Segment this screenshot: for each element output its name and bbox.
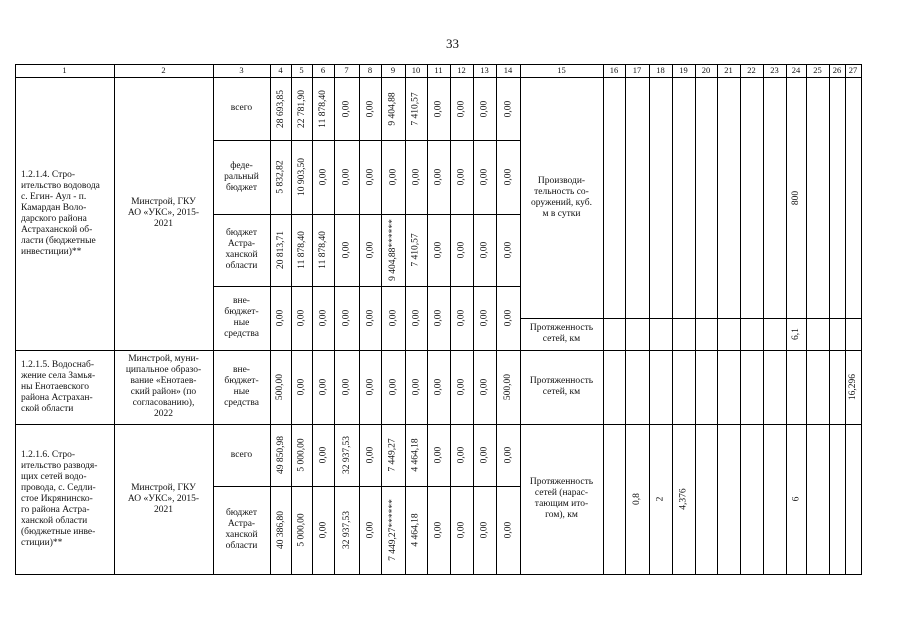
column-header-19: 19 — [679, 65, 688, 75]
row-1214-s0-c7-text: 0,00 — [341, 100, 352, 117]
row-1216-s1-c5 — [291, 486, 312, 574]
row-1215-executor: Минстрой, муни- ципальное образо- вание «Енотаев- ский район» (по согласованию), 2022 — [125, 354, 202, 419]
row-1215-c13 — [473, 350, 496, 424]
grid-line — [717, 64, 718, 575]
row-1215-c4 — [270, 350, 291, 424]
row-1216-s1-c8-text: 0,00 — [365, 521, 375, 539]
row-1216-source-1: бюджет Астра- ханской области — [225, 508, 258, 551]
row-1214-s1-c7 — [334, 140, 359, 214]
row-1215-c27 — [845, 350, 861, 424]
column-header-7: 7 — [344, 65, 349, 75]
row-1216-s0-c10-text: 4 464,18 — [411, 438, 421, 472]
row-1216-s0-c14-text: 0,00 — [503, 446, 513, 464]
row-1214-s3-c7 — [334, 286, 359, 350]
row-1214-s1-c8 — [359, 140, 381, 214]
row-1214-s3-c14-text: 0,00 — [503, 309, 513, 327]
row-1214-s2-c8-text: 0,00 — [365, 241, 375, 259]
row-1214-s3-c8-text: 0,00 — [365, 309, 375, 327]
row-1216-s0-c4-text: 49 850,98 — [275, 436, 286, 474]
row-1214-s3-c6-text: 0,00 — [318, 309, 328, 327]
row-1214-ind1-c24 — [786, 77, 806, 318]
row-1214-s0-c7 — [334, 77, 359, 140]
column-header-8: 8 — [367, 65, 373, 75]
column-header-5: 5 — [299, 65, 304, 75]
row-1214-s2-c10-text: 7 410,57 — [411, 233, 421, 267]
column-header-20: 20 — [701, 65, 711, 75]
row-1214-s0-c12 — [450, 77, 473, 140]
row-1216-c18 — [649, 424, 672, 574]
row-1214-s0-c8 — [359, 77, 381, 140]
row-1215-c13-text: 0,00 — [479, 378, 490, 396]
row-1216-s1-c11 — [427, 486, 450, 574]
row-1216-s0-c9-text: 7 449,27 — [388, 438, 398, 472]
grid-line — [829, 64, 830, 575]
row-1214-s1-c9 — [381, 140, 405, 214]
row-1214-s3-c10-text: 0,00 — [411, 309, 421, 327]
column-header-25: 25 — [813, 65, 822, 75]
row-1216-s1-c14 — [496, 486, 520, 574]
row-1214-s0-c12-text: 0,00 — [456, 100, 467, 117]
row-1216-s1-c6-text: 0,00 — [318, 521, 328, 539]
row-1216-s0-c4 — [270, 424, 291, 486]
column-header-4: 4 — [278, 65, 283, 75]
row-1214-s0-c14 — [496, 77, 520, 140]
row-1215-c14 — [496, 350, 520, 424]
row-1214-s2-c12-text: 0,00 — [456, 241, 467, 259]
row-1214-s1-c13-text: 0,00 — [479, 168, 490, 186]
row-1215-c8 — [359, 350, 381, 424]
row-1214-s2-c13 — [473, 214, 496, 286]
row-1214-source-1: феде- ральный бюджет — [224, 160, 259, 193]
row-1216-executor: Минстрой, ГКУ АО «УКС», 2015- 2021 — [127, 482, 200, 515]
row-1215-name: 1.2.1.5. Водоснаб- жение села Замья- ны Енотаевского района Астрахан- ской области — [21, 359, 96, 414]
row-1214-s1-c10-text: 0,00 — [411, 168, 421, 186]
row-1216-s0-c7-text: 32 937,53 — [341, 436, 352, 474]
row-1215-c9 — [381, 350, 405, 424]
row-1214-s2-c14 — [496, 214, 520, 286]
row-1214-s2-c9 — [381, 214, 405, 286]
row-1214-s0-c9 — [381, 77, 405, 140]
row-1216-c19 — [672, 424, 695, 574]
grid-line — [695, 64, 696, 575]
row-1214-s1-c9-text: 0,00 — [388, 168, 398, 186]
row-1214-s0-c14-text: 0,00 — [503, 100, 513, 117]
row-1214-executor: Минстрой, ГКУ АО «УКС», 2015- 2021 — [127, 197, 200, 229]
row-1215-c5-text: 0,00 — [296, 378, 307, 396]
row-1216-s0-c13-text: 0,00 — [479, 446, 490, 464]
row-1216-s0-c9 — [381, 424, 405, 486]
row-1214-s1-c6 — [312, 140, 334, 214]
grid-line — [740, 64, 741, 575]
column-header-3: 3 — [239, 65, 244, 75]
row-1216-s0-c6-text: 0,00 — [318, 446, 328, 464]
row-1214-s1-c12 — [450, 140, 473, 214]
row-1216-s0-c5-text: 5 000,00 — [296, 438, 307, 472]
row-1216-s0-c13 — [473, 424, 496, 486]
row-1216-s0-c14 — [496, 424, 520, 486]
row-1214-s2-c4 — [270, 214, 291, 286]
row-1214-s3-c7-text: 0,00 — [341, 309, 352, 327]
row-1214-s1-c12-text: 0,00 — [456, 168, 467, 186]
row-1214-s1-c5 — [291, 140, 312, 214]
row-1214-s3-c8 — [359, 286, 381, 350]
row-1216-s0-c7 — [334, 424, 359, 486]
row-1214-s2-c4-text: 20 813,71 — [275, 231, 286, 269]
row-1214-s3-c13 — [473, 286, 496, 350]
row-1216-c17-text: 0,8 — [632, 493, 642, 505]
row-1214-indicator1: Производи- тельность со- оружений, куб. м в сутки — [531, 175, 592, 219]
row-1216-source-0: всего — [230, 449, 253, 460]
row-1215-c11 — [427, 350, 450, 424]
column-header-14: 14 — [503, 65, 513, 75]
row-1214-s2-c14-text: 0,00 — [503, 241, 513, 259]
column-header-21: 21 — [724, 65, 733, 75]
row-1214-s1-c11 — [427, 140, 450, 214]
row-1215-c11-text: 0,00 — [433, 378, 444, 396]
row-1216-s0-c11-text: 0,00 — [433, 446, 444, 464]
row-1216-s0-c11 — [427, 424, 450, 486]
row-1214-s2-c7 — [334, 214, 359, 286]
row-1215-c7 — [334, 350, 359, 424]
row-1216-s1-c10-text: 4 464,18 — [411, 513, 421, 547]
row-1214-s2-c12 — [450, 214, 473, 286]
row-1216-s1-c9-text: 7 449,27****** — [388, 499, 398, 561]
row-1216-c24 — [786, 424, 806, 574]
row-1214-s2-c5-text: 11 878,40 — [296, 231, 307, 269]
row-1215-c12 — [450, 350, 473, 424]
row-1214-s0-c5-text: 22 781,90 — [296, 89, 307, 128]
row-1216-s1-c13 — [473, 486, 496, 574]
grid-line — [603, 64, 604, 575]
row-1215-c12-text: 0,00 — [456, 378, 467, 396]
row-1214-indicator2: Протяженность сетей, км — [529, 323, 594, 344]
row-1214-s3-c13-text: 0,00 — [479, 309, 490, 327]
row-1214-s1-c5-text: 10 903,50 — [296, 158, 307, 196]
row-1216-s1-c6 — [312, 486, 334, 574]
column-header-13: 13 — [480, 65, 489, 75]
row-1216-s1-c12 — [450, 486, 473, 574]
row-1216-s0-c8 — [359, 424, 381, 486]
row-1214-s2-c9-text: 9 404,88****** — [388, 219, 398, 281]
row-1214-s2-c6-text: 11 878,40 — [318, 231, 328, 269]
row-1214-s3-c4 — [270, 286, 291, 350]
row-1216-s1-c11-text: 0,00 — [433, 521, 444, 539]
column-header-18: 18 — [656, 65, 665, 75]
column-header-22: 22 — [747, 65, 756, 75]
row-1215-c10-text: 0,00 — [411, 378, 421, 396]
row-1216-s0-c8-text: 0,00 — [365, 446, 375, 464]
row-1216-s1-c7-text: 32 937,53 — [341, 511, 352, 549]
page-number: 33 — [446, 36, 459, 51]
row-1214-s1-c4-text: 5 832,82 — [275, 160, 286, 194]
row-1214-s0-c10 — [405, 77, 427, 140]
row-1216-s0-c12 — [450, 424, 473, 486]
row-1214-s0-c8-text: 0,00 — [365, 100, 375, 117]
row-1216-s1-c10 — [405, 486, 427, 574]
row-1216-s0-c10 — [405, 424, 427, 486]
row-1214-source-2: бюджет Астра- ханской области — [225, 228, 258, 271]
grid-line — [861, 64, 862, 575]
row-1214-s3-c9 — [381, 286, 405, 350]
row-1215-c5 — [291, 350, 312, 424]
row-1216-c17 — [625, 424, 649, 574]
row-1214-s0-c10-text: 7 410,57 — [411, 91, 421, 126]
row-1214-s1-c11-text: 0,00 — [433, 168, 444, 186]
row-1214-s3-c4-text: 0,00 — [275, 309, 286, 327]
row-1216-s1-c14-text: 0,00 — [503, 521, 513, 539]
column-header-23: 23 — [770, 65, 779, 75]
row-1216-name: 1.2.1.6. Стро- ительство разводя- щих сетей водо- провода, с. Седли- стое Икрянинско- го района Астра- ханской области (бюджетные инве- стиции)** — [21, 449, 98, 548]
column-header-27: 27 — [848, 65, 858, 75]
row-1214-s2-c10 — [405, 214, 427, 286]
row-1214-s3-c6 — [312, 286, 334, 350]
row-1214-s2-c8 — [359, 214, 381, 286]
row-1214-s2-c7-text: 0,00 — [341, 241, 352, 259]
row-1214-s1-c13 — [473, 140, 496, 214]
row-1214-s3-c5 — [291, 286, 312, 350]
row-1214-s0-c13-text: 0,00 — [479, 100, 490, 117]
row-1214-s3-c9-text: 0,00 — [388, 309, 398, 327]
row-1215-c7-text: 0,00 — [341, 378, 352, 396]
row-1216-s1-c13-text: 0,00 — [479, 521, 490, 539]
row-1214-s0-c5 — [291, 77, 312, 140]
row-1215-indicator: Протяженность сетей, км — [529, 376, 594, 397]
row-1214-s0-c11 — [427, 77, 450, 140]
row-1214-s0-c6 — [312, 77, 334, 140]
row-1215-c4-text: 500,00 — [275, 373, 286, 401]
row-1214-s2-c5 — [291, 214, 312, 286]
column-header-17: 17 — [632, 65, 642, 75]
row-1216-s1-c4 — [270, 486, 291, 574]
row-1216-s1-c8 — [359, 486, 381, 574]
row-1214-ind2-c24 — [786, 318, 806, 350]
row-1214-s2-c13-text: 0,00 — [479, 241, 490, 259]
column-header-26: 26 — [832, 65, 842, 75]
row-1216-s0-c12-text: 0,00 — [456, 446, 467, 464]
row-1216-s0-c5 — [291, 424, 312, 486]
column-header-16: 16 — [609, 65, 619, 75]
grid-line — [213, 214, 521, 215]
row-1216-s1-c9 — [381, 486, 405, 574]
row-1214-ind1-c24-text: 800 — [791, 190, 801, 205]
row-1214-s0-c13 — [473, 77, 496, 140]
row-1214-source-0: всего — [230, 103, 253, 113]
row-1214-s0-c9-text: 9 404,88 — [388, 91, 398, 126]
row-1215-c6-text: 0,00 — [318, 378, 328, 396]
row-1214-s0-c4 — [270, 77, 291, 140]
row-1214-s0-c11-text: 0,00 — [433, 100, 444, 117]
row-1216-c19-text: 4,376 — [678, 488, 689, 510]
row-1214-s1-c8-text: 0,00 — [365, 168, 375, 186]
row-1215-c9-text: 0,00 — [388, 378, 398, 396]
row-1214-s2-c11 — [427, 214, 450, 286]
column-header-9: 9 — [390, 65, 396, 75]
row-1214-s3-c12 — [450, 286, 473, 350]
row-1215-c14-text: 500,00 — [503, 373, 513, 401]
grid-line — [806, 64, 807, 575]
row-1214-s3-c11 — [427, 286, 450, 350]
row-1214-s3-c14 — [496, 286, 520, 350]
row-1215-c6 — [312, 350, 334, 424]
row-1214-s1-c14-text: 0,00 — [503, 168, 513, 186]
row-1214-s3-c11-text: 0,00 — [433, 309, 444, 327]
row-1214-s3-c5-text: 0,00 — [296, 309, 307, 327]
row-1216-indicator: Протяженность сетей (нарас- тающим ито- гом), км — [529, 477, 594, 520]
row-1214-name: 1.2.1.4. Стро- ительство водовода с. Егин- Аул - п. Камардан Воло- дарского района Астраханской об- ласти (бюджетные инвестиции)** — [21, 169, 100, 257]
row-1215-source: вне- бюджет- ные средства — [224, 365, 259, 408]
row-1215-c8-text: 0,00 — [365, 378, 375, 396]
row-1215-c27-text: 16,296 — [848, 373, 858, 401]
column-header-24: 24 — [791, 65, 801, 75]
row-1215-c10 — [405, 350, 427, 424]
column-header-2: 2 — [161, 65, 166, 75]
row-1214-s1-c14 — [496, 140, 520, 214]
row-1216-s0-c6 — [312, 424, 334, 486]
row-1216-s1-c4-text: 40 386,80 — [275, 511, 286, 549]
column-header-11: 11 — [434, 65, 443, 75]
column-header-6: 6 — [320, 65, 326, 75]
row-1214-ind2-c24-text: 6,1 — [791, 328, 801, 340]
column-header-12: 12 — [457, 65, 466, 75]
row-1214-s1-c10 — [405, 140, 427, 214]
row-1214-s0-c6-text: 11 878,40 — [318, 89, 328, 128]
row-1214-s1-c6-text: 0,00 — [318, 168, 328, 186]
row-1214-s0-c4-text: 28 693,85 — [275, 89, 286, 128]
grid-line — [15, 574, 862, 575]
grid-line — [763, 64, 764, 575]
row-1214-s1-c7-text: 0,00 — [341, 168, 352, 186]
column-header-1: 1 — [62, 65, 67, 75]
row-1214-source-3: вне- бюджет- ные средства — [224, 296, 259, 339]
row-1216-s1-c12-text: 0,00 — [456, 521, 467, 539]
row-1214-s2-c11-text: 0,00 — [433, 241, 444, 259]
row-1214-s2-c6 — [312, 214, 334, 286]
row-1214-s3-c10 — [405, 286, 427, 350]
row-1214-s1-c4 — [270, 140, 291, 214]
column-header-10: 10 — [411, 65, 421, 75]
row-1216-c18-text: 2 — [655, 496, 666, 502]
row-1216-c24-text: 6 — [791, 496, 801, 502]
row-1216-s1-c7 — [334, 486, 359, 574]
grid-line — [845, 64, 846, 575]
row-1214-s3-c12-text: 0,00 — [456, 309, 467, 327]
row-1216-s1-c5-text: 5 000,00 — [296, 513, 307, 547]
column-header-15: 15 — [557, 65, 566, 75]
